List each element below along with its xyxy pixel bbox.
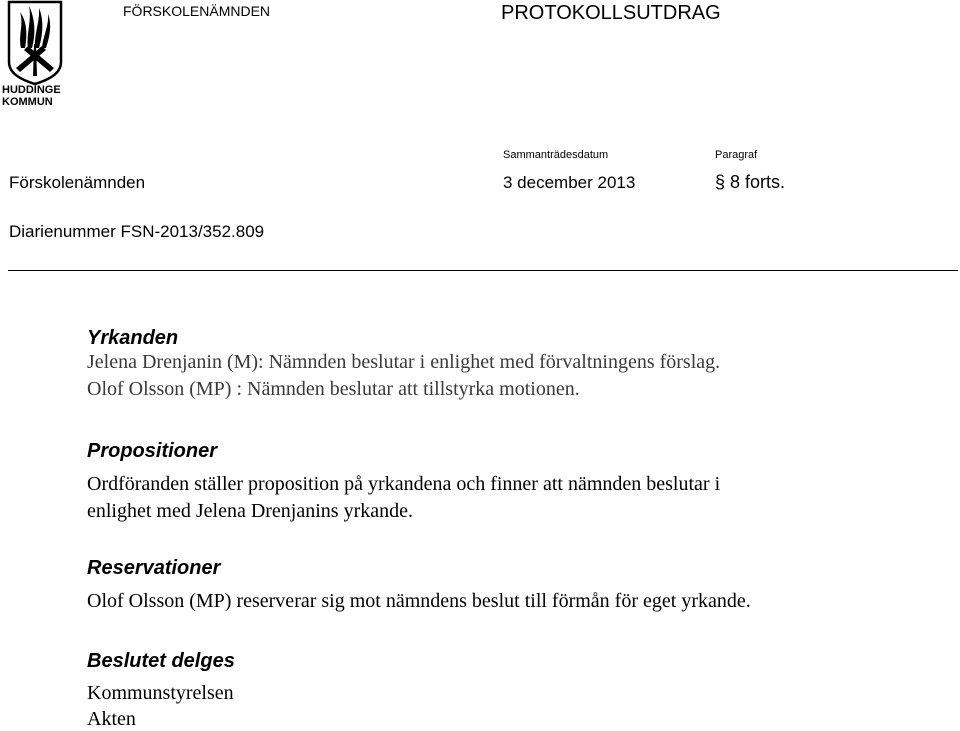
section-heading-beslutet-delges: Beslutet delges <box>87 650 235 672</box>
section-heading-reservationer: Reservationer <box>87 557 221 579</box>
header-divider <box>8 270 958 271</box>
section-heading-yrkanden: Yrkanden <box>87 327 179 349</box>
paragraph-number: § 8 forts. <box>715 172 786 192</box>
yrkande-line: Olof Olsson (MP) : Nämnden beslutar att tillstyrka motionen. <box>87 378 580 400</box>
date-caption: Sammanträdesdatum <box>503 149 609 161</box>
yrkande-line: Jelena Drenjanin (M): Nämnden beslutar i enlighet med förvaltningens förslag. <box>87 351 721 373</box>
proposition-line: Ordföranden ställer proposition på yrkandena och finner att nämnden beslutar i <box>87 473 721 495</box>
recipient-item: Kommunstyrelsen <box>87 682 234 704</box>
recipient-item: Akten <box>87 708 136 730</box>
reservation-line: Olof Olsson (MP) reserverar sig mot nämndens beslut till förmån för eget yrkande. <box>87 590 751 612</box>
committee-name: Förskolenämnden <box>9 173 146 192</box>
diarienummer: Diarienummer FSN-2013/352.809 <box>9 222 265 241</box>
document-type: PROTOKOLLSUTDRAG <box>501 2 721 24</box>
organization-name: FÖRSKOLENÄMNDEN <box>123 3 271 19</box>
section-heading-propositioner: Propositioner <box>87 440 218 462</box>
proposition-line: enlighet med Jelena Drenjanins yrkande. <box>87 500 413 522</box>
meeting-date: 3 december 2013 <box>503 173 636 192</box>
paragraph-caption: Paragraf <box>715 149 758 161</box>
logo-text: HUDDINGE KOMMUN <box>2 84 61 108</box>
